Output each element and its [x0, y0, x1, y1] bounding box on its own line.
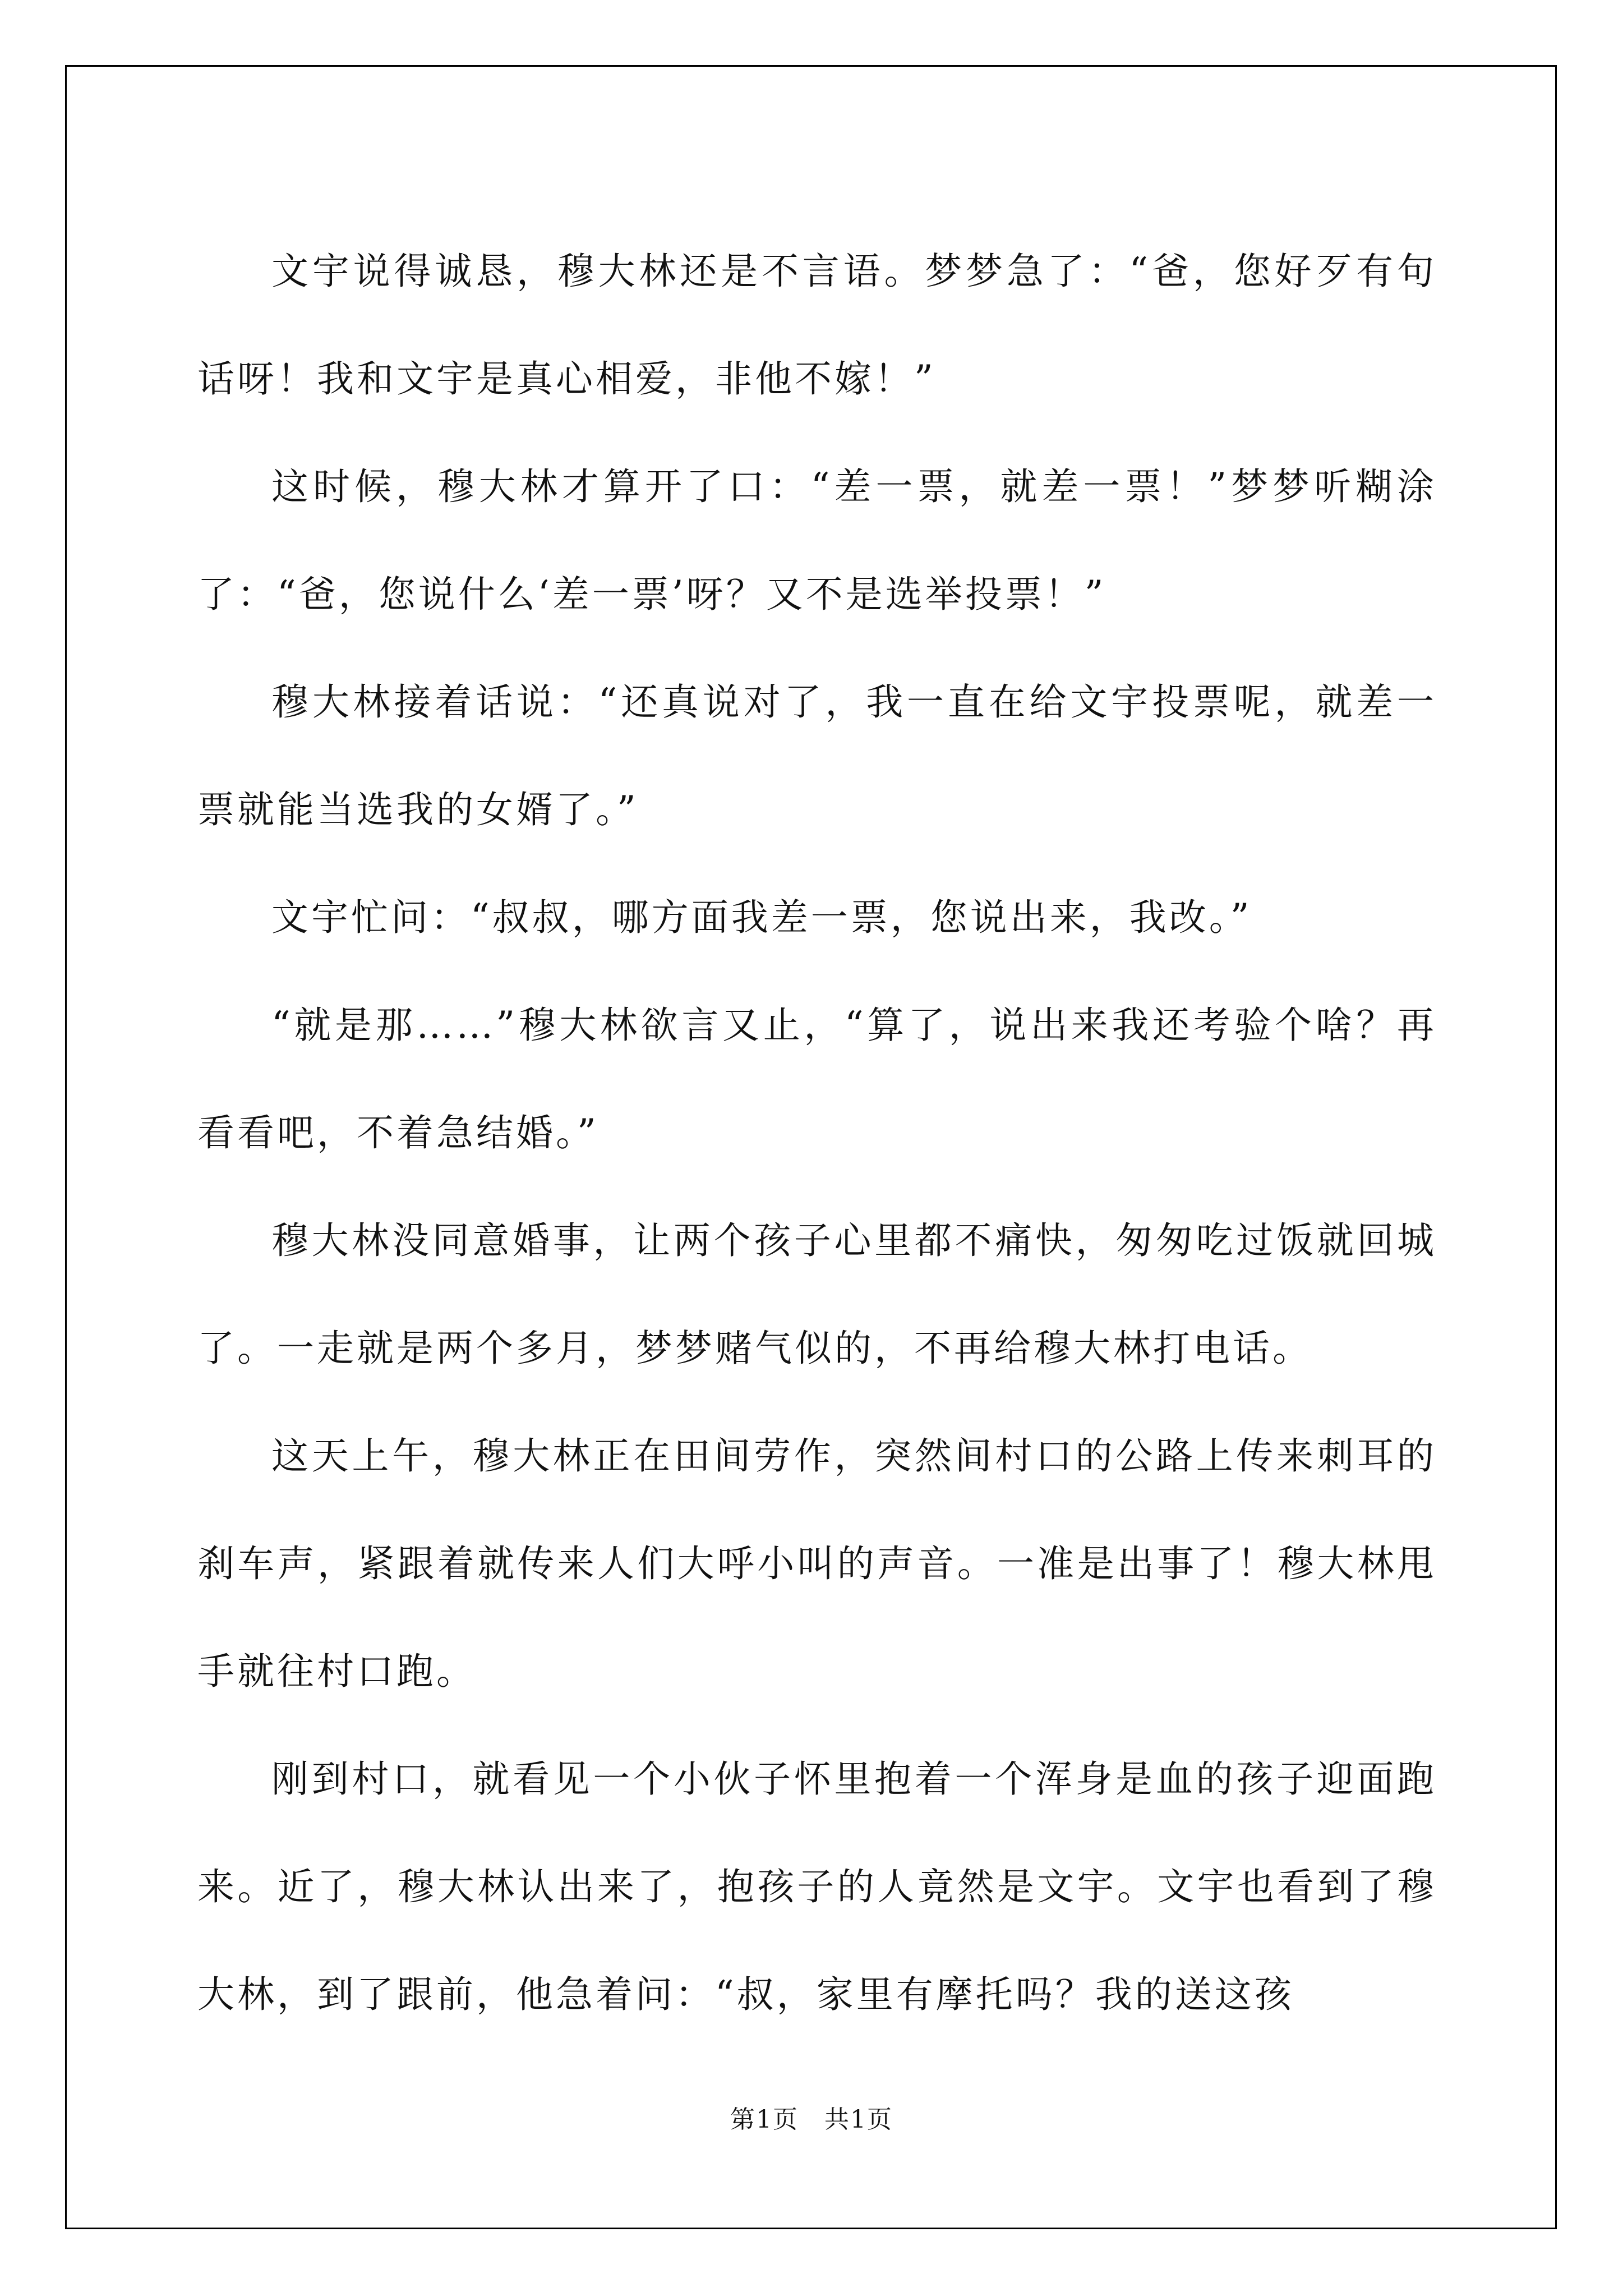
paragraph: 文宇忙问：“叔叔，哪方面我差一票，您说出来，我改。”: [271, 896, 1252, 939]
paragraph: 穆大林没同意婚事，让两个孩子心里都不痛快，匆匆吃过饭就回城了。一走就是两个多月，梦梦赌气似的，不再给穆大林打电话。: [197, 1219, 1437, 1370]
paragraph: 这时候，穆大林才算开了口：“差一票，就差一票！”梦梦听糊涂了：“爸，您说什么‘差一票’呀？又不是选举投票！”: [197, 465, 1437, 616]
paragraph: “就是那……”穆大林欲言又止，“算了，说出来我还考验个啥？再看看吧，不着急结婚。”: [197, 1004, 1437, 1154]
paragraph: 这天上午，穆大林正在田间劳作，突然间村口的公路上传来刺耳的刹车声，紧跟着就传来人们大呼小叫的声音。一准是出事了！穆大林甩手就往村口跑。: [197, 1434, 1437, 1693]
document-body: [197, 218, 1437, 2049]
page-number-footer: 第1页 共1页: [730, 2105, 893, 2134]
paragraph: 穆大林接着话说：“还真说对了，我一直在给文宇投票呢，就差一票就能当选我的女婿了。”: [197, 680, 1437, 831]
paragraph: 刚到村口，就看见一个小伙子怀里抱着一个浑身是血的孩子迎面跑来。近了，穆大林认出来了，抱孩子的人竟然是文宇。文宇也看到了穆大林，到了跟前，他急着问：“叔，家里有摩托吗？我的送这孩: [197, 1757, 1437, 2016]
paragraph: 文宇说得诚恳，穆大林还是不言语。梦梦急了：“爸，您好歹有句话呀！我和文宇是真心相爱，非他不嫁！”: [197, 250, 1437, 401]
